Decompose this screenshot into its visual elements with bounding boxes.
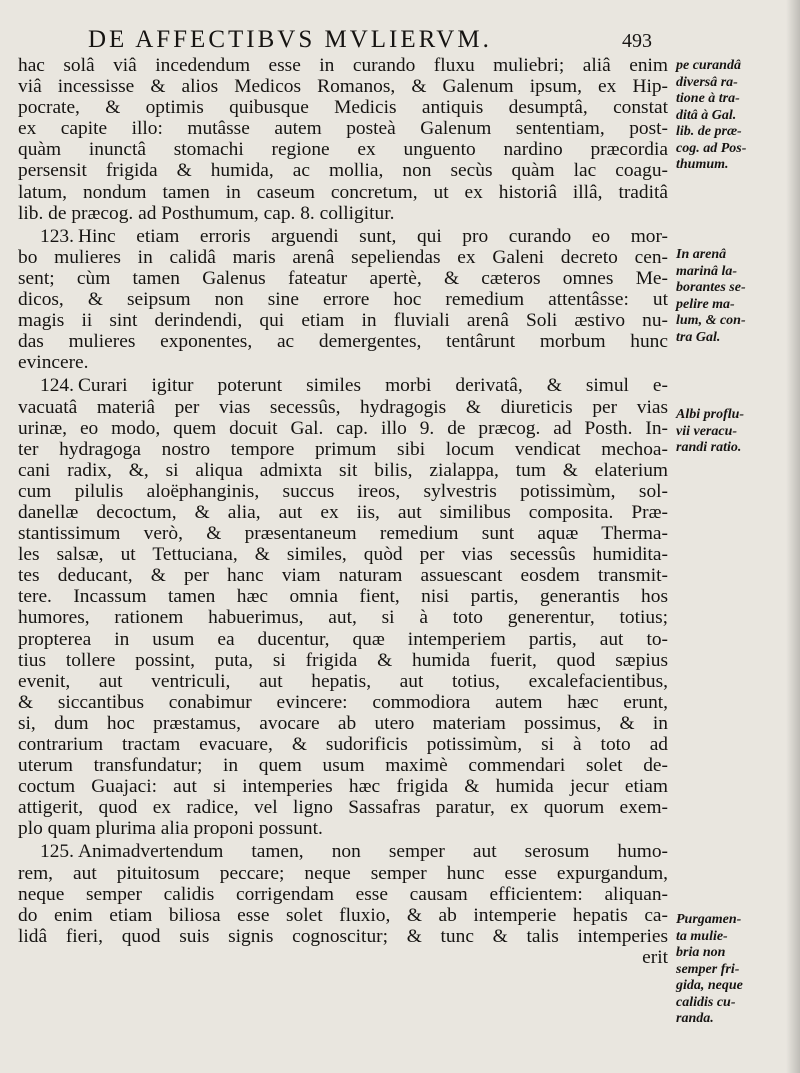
margin-note-line: diversâ ra- xyxy=(676,74,738,90)
paragraph-123 xyxy=(18,226,668,374)
margin-note-line: tione à tra- xyxy=(676,91,740,106)
text-line: latum, nondum tamen in caseum concretum, ut ex historiâ illâ, traditâ xyxy=(18,181,668,203)
page-edge-shadow xyxy=(786,0,800,1073)
paragraph-124 xyxy=(18,375,668,839)
text-line: tius tollere possint, puta, si frigida & humida fuerit, quod sæpius xyxy=(18,649,668,671)
margin-note-line: calidis cu- xyxy=(676,994,736,1010)
text-line xyxy=(18,226,668,247)
text-line: si, dum hoc præstamus, avocare ab utero materiam possimus, & in xyxy=(18,712,668,734)
text-line: erit xyxy=(642,946,668,968)
text-line: stantissimum verò, & præsentaneum remedium sunt aquæ Therma- xyxy=(18,523,668,545)
text-line: cani radix, &, si aliqua admixta sit bilis, zialappa, tum & elaterium xyxy=(18,459,668,481)
paragraph-continuation xyxy=(18,55,668,224)
text-line: evincere. xyxy=(18,352,89,374)
text-line xyxy=(18,375,668,396)
text-line: lib. de præcog. ad Posthumum, cap. 8. colligitur. xyxy=(18,202,395,224)
margin-note-line: tra Gal. xyxy=(676,329,721,345)
text-line: persensit frigida & humida, ac mollia, non secùs quàm lac coagu- xyxy=(18,160,668,182)
margin-note-line: randi ratio. xyxy=(676,440,742,455)
text-line: bo mulieres in calidâ maris arenâ sepeliendas ex Galeni decreto cen- xyxy=(18,246,668,268)
text-line: danellæ decoctum, & alia, aut ex iis, aut similibus composita. Præ- xyxy=(18,501,668,523)
text-line: cum pilulis aloëphanginis, succus ireos, sylvestris potissimùm, sol- xyxy=(18,480,668,502)
margin-note-line: Purgamen- xyxy=(676,912,742,927)
text-line: les salsæ, ut Tettuciana, & similes, quòd per vias secessûs humidita- xyxy=(18,544,668,566)
text-line: humores, rationem habuerimus, aut, si à toto generentur, totius; xyxy=(18,607,668,629)
running-head: DE AFFECTIBVS MVLIERVM. xyxy=(88,26,492,53)
margin-note-line: borantes se- xyxy=(676,280,746,295)
text-line: tere. Incassum tamen hæc omnia fient, nisi partis, generantis hos xyxy=(18,586,668,608)
text-line: plo quam plurima alia proponi possunt. xyxy=(18,818,323,840)
text-line xyxy=(18,841,668,862)
margin-note xyxy=(676,58,794,174)
text-line: do enim etiam biliosa esse solet fluxio, & ab intemperie hepatis ca- xyxy=(18,904,668,926)
margin-note-line: bria non xyxy=(676,945,726,960)
text-line-content: Animadvertendum tamen, non semper aut serosum humo- xyxy=(77,841,668,863)
margin-note-line: randa. xyxy=(676,1011,714,1026)
margin-note-line: cog. ad Pos- xyxy=(676,140,747,156)
margin-note-line: lum, & con- xyxy=(676,313,746,328)
text-line-content: Hinc etiam erroris arguendi sunt, qui pro curando eo mor- xyxy=(77,225,668,247)
text-line: tes deducant, & per hanc viam naturam assuescant eosdem transmit- xyxy=(18,565,668,587)
text-line: urinæ, eo modo, quem docuit Gal. cap. illo 9. de præcog. ad Posth. In- xyxy=(18,417,668,439)
text-line: coctum Guajaci: aut si intemperies hæc frigida & humida jecur etiam xyxy=(18,776,668,798)
text-line: uterum transfundatur; in quem usum maximè commendari solet de- xyxy=(18,755,668,777)
margin-note-line: Albi proflu- xyxy=(676,407,745,422)
paragraph-number: 125. xyxy=(40,841,74,863)
page-number: 493 xyxy=(622,30,652,52)
text-line: das mulieres exponentes, ac demergentes, tentârunt morbum hunc xyxy=(18,331,668,353)
margin-note-line: ta mulie- xyxy=(676,928,728,944)
margin-note xyxy=(676,247,794,346)
margin-note-line: pelire ma- xyxy=(676,296,735,312)
text-line: contrarium tractam evacuare, & sudorificis potissimùm, si à toto ad xyxy=(18,734,668,755)
margin-note xyxy=(676,407,794,457)
margin-note-line: In arenâ xyxy=(676,247,727,262)
margin-note-line: vii veracu- xyxy=(676,423,738,439)
text-line: ter hydragoga nostro tempore primum sibi locum vendicat mechoa- xyxy=(18,438,668,460)
margin-note xyxy=(676,912,794,1028)
margin-note-line: semper fri- xyxy=(676,961,740,977)
text-line: hac solâ viâ incedendum esse in curando fluxu muliebri; aliâ enim xyxy=(18,55,668,76)
text-line: rem, aut pituitosum peccare; neque semper hunc esse expurgandum, xyxy=(18,862,668,884)
paragraph-number: 123. xyxy=(40,225,74,247)
margin-note-line: thumum. xyxy=(676,157,729,172)
text-line: quàm inunctâ stomachi regione ex unguento nardino præcordia xyxy=(18,139,668,161)
text-line: lidâ fieri, quod suis signis cognoscitur; & tunc & talis intemperies xyxy=(18,925,668,947)
margin-note-line: marinâ la- xyxy=(676,263,738,279)
margin-note-line: lib. de præ- xyxy=(676,124,742,139)
margin-note-line: ditâ à Gal. xyxy=(676,107,737,123)
body-text xyxy=(18,55,668,968)
margin-note-line: pe curandâ xyxy=(676,58,741,73)
margin-note-line: gida, neque xyxy=(676,978,743,993)
text-line: viâ incessisse & alios Medicos Romanos, & Galenum ipsum, ex Hip- xyxy=(18,76,668,98)
text-line: neque semper calidis corrigendam esse causam efficientem: aliquan- xyxy=(18,883,668,905)
text-line: pocrate, & optimis quibusque Medicis antiquis desumptâ, constat xyxy=(18,97,668,119)
text-line: vacuatâ materiâ per vias secessûs, hydragogis & diureticis per vias xyxy=(18,396,668,418)
text-line: magis ii sint derindendi, qui etiam in fluviali arenâ Soli æstivo nu- xyxy=(18,310,668,332)
text-line-content: Curari igitur poterunt similes morbi derivatâ, & simul e- xyxy=(77,375,668,397)
text-line: dicos, & seipsum non sine errore hoc remedium attentâsse: ut xyxy=(18,289,668,311)
text-line: sent; cùm tamen Galenus fateatur apertè, & cæteros omnes Me- xyxy=(18,267,668,289)
text-line: evenit, aut ventriculi, aut hepatis, aut totius, excalefacientibus, xyxy=(18,670,668,692)
paragraph-number: 124. xyxy=(40,375,74,397)
text-line: attigerit, quod ex radice, vel ligno Sassafras paratur, ex quorum exem- xyxy=(18,797,668,819)
text-line: ex capite illo: mutâsse autem posteà Galenum sententiam, post- xyxy=(18,118,668,140)
paragraph-125 xyxy=(18,841,668,968)
text-line: propterea in usum ea ducentur, quæ intemperiem partis, aut to- xyxy=(18,628,668,650)
text-line: & siccantibus conabimur evincere: commodiora autem hæc erunt, xyxy=(18,691,668,713)
